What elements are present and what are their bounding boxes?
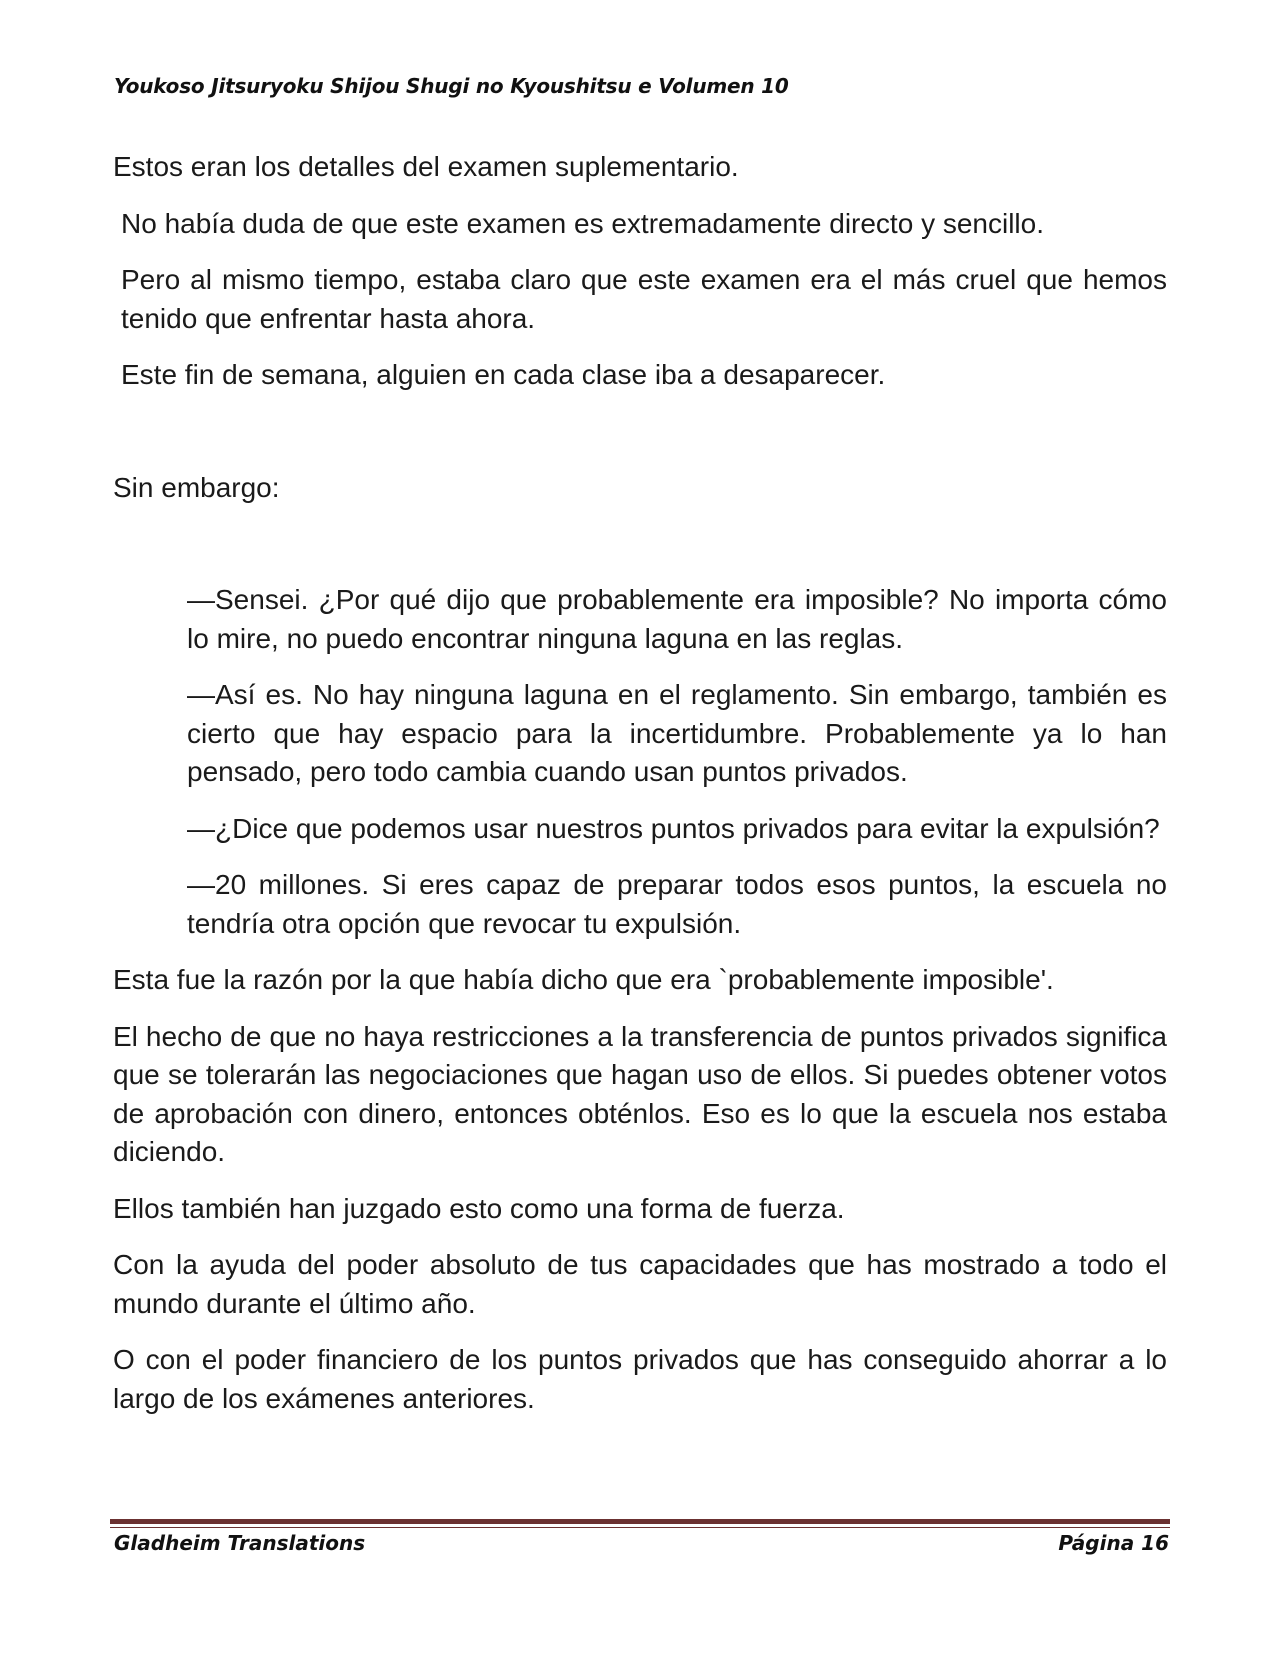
paragraph: Esta fue la razón por la que había dicho que era `probablemente imposible'. — [113, 964, 1054, 995]
paragraph: Con la ayuda del poder absoluto de tus capacidades que has mostrado a todo el mundo durante el último año. — [113, 1249, 1167, 1319]
paragraph: Sin embargo: — [113, 471, 280, 503]
footer-divider-thin — [110, 1527, 1170, 1528]
paragraph: Estos eran los detalles del examen suplementario. — [113, 151, 739, 182]
running-header: Youkoso Jitsuryoku Shijou Shugi no Kyoushitsu e Volumen 10 — [114, 74, 789, 98]
dialogue-line: —¿Dice que podemos usar nuestros puntos privados para evitar la expulsión? — [187, 812, 1160, 844]
paragraph: O con el poder financiero de los puntos privados que has conseguido ahorrar a lo largo de los exámenes anteriores. — [113, 1344, 1167, 1414]
dialogue-line: —Así es. No hay ninguna laguna en el reglamento. Sin embargo, también es cierto que hay espacio para la incertidumbre. Probablemente ya lo han pensado, pero todo cambia cuando usan puntos privados. — [187, 679, 1167, 787]
page-body — [113, 148, 1167, 1418]
dialogue-line: —Sensei. ¿Por qué dijo que probablemente era imposible? No importa cómo lo mire, no puedo encontrar ninguna laguna en las reglas. — [187, 584, 1167, 654]
paragraph: Ellos también han juzgado esto como una forma de fuerza. — [113, 1192, 845, 1224]
paragraph: El hecho de que no haya restricciones a la transferencia de puntos privados significa que se tolerarán las negociaciones que hagan uso de ellos. Si puedes obtener votos de aprobación con dinero, entonces obténlos. Eso es lo que la escuela nos estaba diciendo. — [113, 1020, 1167, 1167]
footer-divider — [110, 1519, 1170, 1524]
paragraph: Pero al mismo tiempo, estaba claro que este examen era el más cruel que hemos tenido que enfrentar hasta ahora. — [121, 264, 1167, 334]
dialogue-line: —20 millones. Si eres capaz de preparar todos esos puntos, la escuela no tendría otra opción que revocar tu expulsión. — [187, 869, 1167, 939]
paragraph: Este fin de semana, alguien en cada clase iba a desaparecer. — [121, 359, 886, 390]
paragraph: No había duda de que este examen es extremadamente directo y sencillo. — [121, 207, 1045, 239]
page-number: Página 16 — [1058, 1531, 1169, 1555]
footer-credit: Gladheim Translations — [114, 1531, 366, 1555]
